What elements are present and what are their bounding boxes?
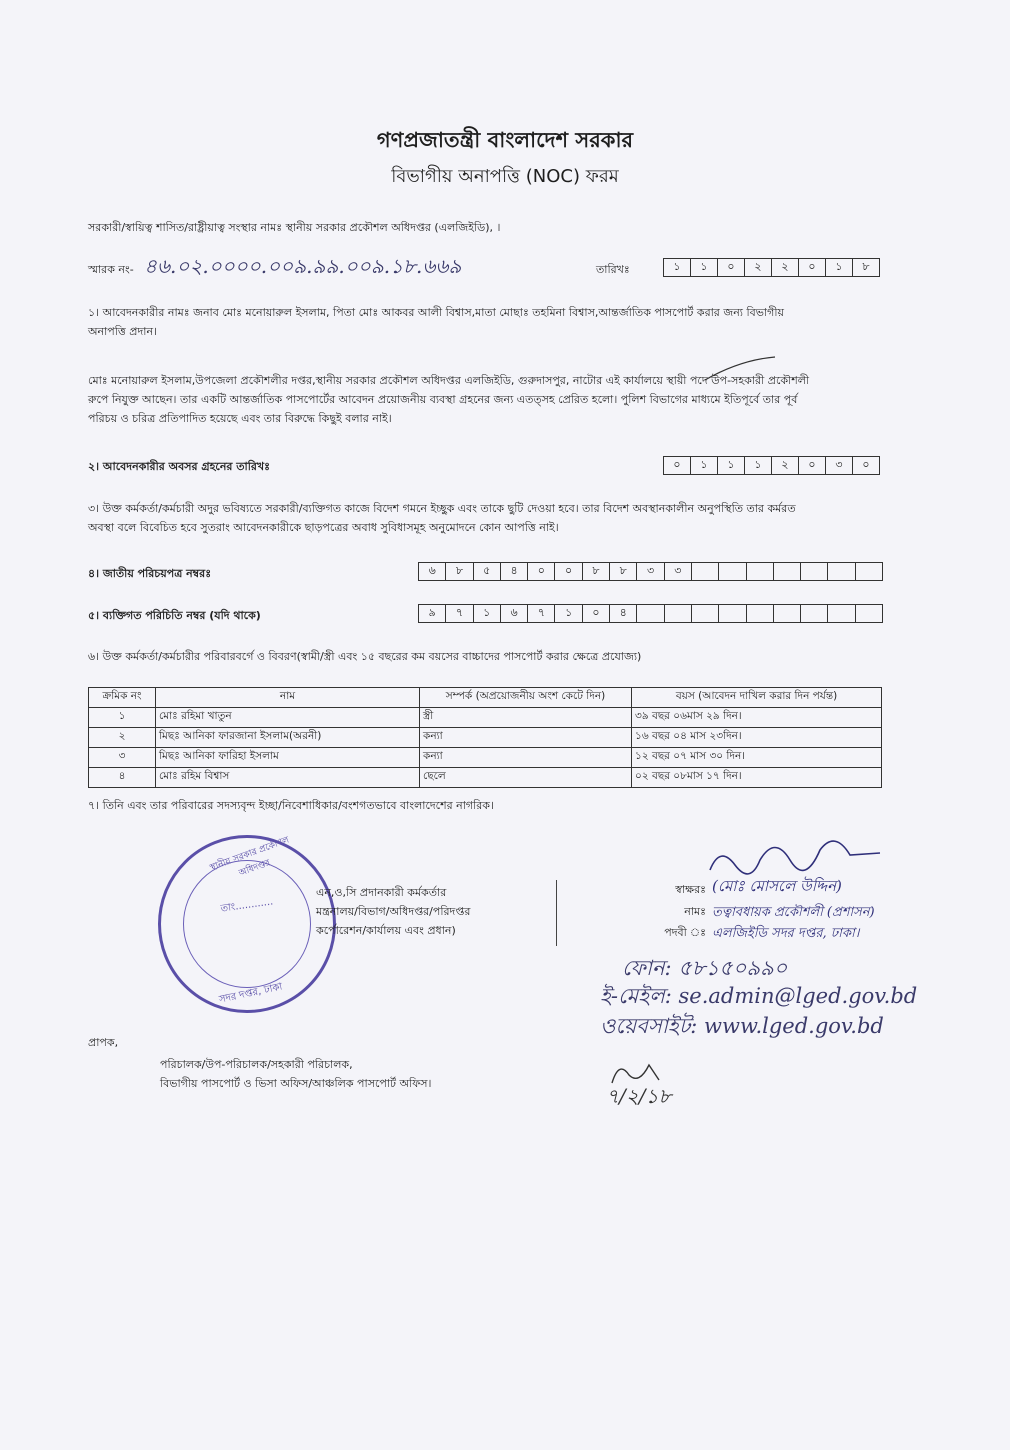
form-subtitle: বিভাগীয় অনাপত্তি (NOC) ফরম (391, 166, 619, 187)
table-row: ৩ মিছঃ আনিকা ফারিহা ইসলাম কন্যা ১২ বছর ০৭ মাস ৩০ দিন। (89, 748, 882, 768)
memo-label: স্মারক নং- (88, 263, 134, 276)
personal-id-label: ৫। ব্যক্তিগত পরিচিতি নম্বর (যদি থাকে) (88, 609, 261, 622)
digit-box: ১ (718, 456, 745, 475)
digit-box (692, 604, 719, 623)
digit-box: ০ (718, 258, 745, 277)
family-section-label: ৬। উক্ত কর্মকর্তা/কর্মচারীর পরিবারবর্গে ও বিবরণ(স্বামী/স্ত্রী এবং ১৫ বছরের কম বয়সের বাচ্চাদের পাসপোর্ট করার ক্ষেত্রে প্রযোজ্য) (88, 650, 642, 663)
digit-box (719, 562, 746, 581)
digit-box (637, 604, 664, 623)
digit-box: ০ (555, 562, 582, 581)
handwritten-correction-mark (700, 355, 780, 385)
digit-box: ৪ (501, 562, 528, 581)
table-row: ৪ মোঃ রহিম বিশ্বাস ছেলে ০২ বছর ০৮মাস ১৭ দিন। (89, 768, 882, 788)
digit-box: ১ (745, 456, 772, 475)
digit-box (828, 604, 855, 623)
digit-box (747, 604, 774, 623)
digit-box: ১ (664, 258, 691, 277)
date-label: তারিখঃ (596, 263, 630, 276)
digit-box: ৫ (474, 562, 501, 581)
digit-box (774, 562, 801, 581)
recipient-address: পরিচালক/উপ-পরিচালক/সহকারী পরিচালক, বিভাগীয় পাসপোর্ট ও ভিসা অফিস/আঞ্চলিক পাসপোর্ট অফিস। (160, 1058, 432, 1090)
digit-box: ৭ (446, 604, 473, 623)
column-serial: ক্রমিক নং (89, 688, 156, 708)
digit-box: ৩ (637, 562, 664, 581)
noc-officer-block: এন,ও,সি প্রদানকারী কর্মকর্তার মন্ত্রনালয়/বিভাগ/অধিদপ্তর/পরিদপ্তর কর্পোরেশন/কার্যালয় এবং প্রধান) (316, 886, 471, 937)
digit-box: ২ (745, 258, 772, 277)
page-title: গণপ্রজাতন্ত্রী বাংলাদেশ সরকার (376, 128, 634, 152)
column-name: নাম (156, 688, 420, 708)
table-row: ১ মোঃ রহিমা খাতুন স্ত্রী ৩৯ বছর ০৬মাস ২৯ দিন। (89, 708, 882, 728)
digit-box (665, 604, 692, 623)
digit-box (692, 562, 719, 581)
website-handwritten: ওয়েবসাইট: www.lged.gov.bd (600, 1014, 884, 1038)
digit-box: ০ (528, 562, 555, 581)
digit-box: ৪ (610, 604, 637, 623)
digit-box: ৭ (528, 604, 555, 623)
signatory-office: এলজিইডি সদর দপ্তর, ঢাকা। (712, 926, 860, 941)
initial-date-handwritten: ৭/২/১৮ (606, 1084, 672, 1108)
digit-box (719, 604, 746, 623)
digit-box (856, 604, 883, 623)
digit-box: ৮ (446, 562, 473, 581)
digit-box (774, 604, 801, 623)
email-handwritten: ই-মেইল: se.admin@lged.gov.bd (600, 984, 918, 1008)
applicant-name-line: ১। আবেদনকারীর নামঃ জনাব মোঃ মনোয়ারুল ইসলাম, পিতা মোঃ আকবর আলী বিশ্বাস,মাতা মোছাঃ তহমিনা বিশ্বাস,আন্তর্জাতিক পাসপোর্ট করার জন্য বিভাগীয় অনাপত্তি প্রদান। (88, 306, 784, 338)
phone-handwritten: ফোন: ৫৮১৫০৯৯০ (622, 956, 788, 980)
digit-box: ০ (799, 456, 826, 475)
citizenship-statement: ৭। তিনি এবং তার পরিবারের সদস্যবৃন্দ ইচ্ছা/নিবেশাধিকার/বংশগতভাবে বাংলাদেশের নাগরিক। (88, 799, 494, 812)
digit-box: ৩ (826, 456, 853, 475)
retirement-date-label: ২। আবেদনকারীর অবসর গ্রহনের তারিখঃ (88, 460, 271, 473)
digit-box: ১ (555, 604, 582, 623)
column-age: বয়স (আবেদন দাখিল করার দিন পর্যন্ত) (632, 688, 882, 708)
digit-box: ৯ (419, 604, 446, 623)
digit-box: ৬ (501, 604, 528, 623)
organization-line: সরকারী/স্বায়িত্ব শাসিত/রাষ্ট্রীয়াত্ব সংস্থার নামঃ স্থানীয় সরকার প্রকৌশল অধিদপ্তর (এলজিইডি), । (88, 221, 501, 234)
digit-box (856, 562, 883, 581)
digit-box: ২ (772, 456, 799, 475)
retirement-date-boxes (663, 456, 880, 475)
digit-box: ১ (691, 456, 718, 475)
digit-box (801, 562, 828, 581)
signatory-name: (মোঃ মোসলে উদ্দিন) (712, 877, 842, 895)
recipient-label: প্রাপক, (88, 1036, 119, 1049)
signatory-designation: তত্বাবধায়ক প্রকৌশলী (প্রশাসন) (712, 905, 875, 920)
digit-box: ০ (583, 604, 610, 623)
digit-box: ৬ (419, 562, 446, 581)
digit-box (801, 604, 828, 623)
digit-box (747, 562, 774, 581)
travel-permission-paragraph: ৩। উক্ত কর্মকর্তা/কর্মচারী অদুর ভবিষ্যতে সরকারী/ব্যক্তিগত কাজে বিদেশ গমনে ইচ্ছুক এবং তাকে ছুটি দেওয়া হবে। তার বিদেশ অবস্থানকালীন অনুপস্থিতি তার কর্মরত অবস্থা বলে বিবেচিত হবে সুতরাং আবেদনকারীকে ছাড়পত্রের অবাধ সুবিধাসমূহ অনুমোদনে কোন আপত্তি নাই। (88, 502, 796, 534)
digit-box: ২ (772, 258, 799, 277)
family-table-header (89, 688, 882, 708)
signature-divider (556, 880, 557, 946)
digit-box (828, 562, 855, 581)
digit-box: ০ (799, 258, 826, 277)
date-boxes (663, 258, 880, 277)
table-row: ২ মিছঃ আনিকা ফারজানা ইসলাম(অরনী) কন্যা ১৬ বছর ০৪ মাস ২৩দিন। (89, 728, 882, 748)
digit-box: ৮ (583, 562, 610, 581)
seal-date-text: তাং............ (219, 896, 274, 915)
digit-box: ৮ (610, 562, 637, 581)
family-table (88, 687, 882, 788)
nid-boxes (418, 562, 883, 581)
digit-box: ৩ (665, 562, 692, 581)
digit-box: ৮ (853, 258, 880, 277)
post-label: পদবী ঃ (664, 926, 706, 939)
description-paragraph: মোঃ মনোয়ারুল ইসলাম,উপজেলা প্রকৌশলীর দপ্তর,স্থানীয় সরকার প্রকৌশল অধিদপ্তর এলজিইডি, গুরুদাসপুর, নাটোর এই কার্যালয়ে স্থায়ী পদে উপ-সহকারী প্রকৌশলী রুপে নিযুক্ত আছেন। তার একটি আন্তর্জাতিক পাসপোর্টের আবেদন প্রয়োজনীয় ব্যবস্থা গ্রহনের জন্য এতত্সহ প্রেরিত হলো। পুলিশ বিভাগের মাধ্যমে ইতিপূর্বে তার পূর্ব পরিচয় ও চরিত্র প্রতিপাদিত হয়েছে এবং তার বিরুদ্ধে কিছুই বলার নাই। (88, 374, 810, 425)
digit-box: ১ (691, 258, 718, 277)
memo-number: ৪৬.০২.০০০০.০০৯.৯৯.০০৯.১৮.৬৬৯ (144, 254, 462, 278)
signature-label: স্বাক্ষরঃ (675, 883, 706, 896)
digit-box: ১ (826, 258, 853, 277)
personal-id-boxes (418, 604, 883, 623)
digit-box: ০ (853, 456, 880, 475)
nid-label: ৪। জাতীয় পরিচয়পত্র নম্বরঃ (88, 567, 212, 580)
seal-outer-top-text: স্থানীয় সরকার প্রকৌশল অধিদপ্তর (208, 835, 291, 879)
official-seal (158, 835, 336, 1013)
digit-box: ১ (474, 604, 501, 623)
seal-outer-bottom-text: সদর দপ্তর, ঢাকা (218, 981, 284, 1006)
column-relation: সম্পর্ক (অপ্রয়োজনীয় অংশ কেটে দিন) (420, 688, 632, 708)
name-label: নামঃ (684, 905, 706, 918)
digit-box: ০ (664, 456, 691, 475)
